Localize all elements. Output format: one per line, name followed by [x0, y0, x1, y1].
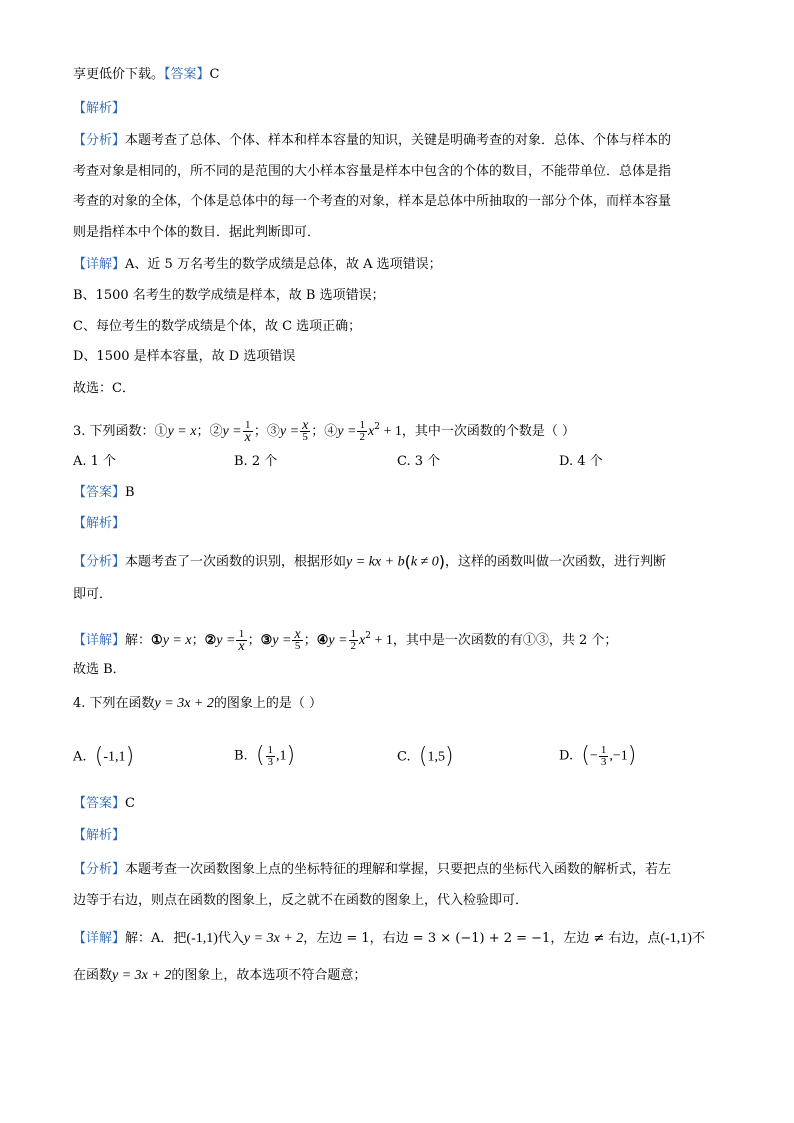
circled-1: ① — [154, 424, 168, 439]
fraction — [243, 420, 253, 443]
text: 本题考查了总体、个体、样本和样本容量的知识，关键是明确考查的对象．总体、个体与样本的 — [125, 133, 672, 148]
numerator: 1 — [359, 419, 365, 431]
analysis-paragraph-line: 即可． — [73, 587, 113, 602]
point: 1,5 — [427, 749, 445, 765]
fraction — [292, 629, 302, 652]
paren: ( — [404, 552, 411, 571]
circled-3: ③ — [260, 633, 273, 648]
fraction — [349, 629, 359, 652]
analysis-label: 【分析】 — [73, 554, 126, 570]
detail-line: D、1500 是样本容量，故 D 选项错误 — [73, 349, 296, 364]
paren: ) — [438, 552, 445, 571]
separator: ； — [196, 424, 210, 439]
denominator: 3 — [267, 755, 274, 768]
fraction — [266, 745, 276, 768]
circled-4: ④ — [324, 424, 338, 439]
point: ,1 — [276, 748, 287, 764]
fraction — [236, 629, 246, 652]
text: 在函数 — [73, 968, 113, 983]
option-d — [559, 738, 636, 775]
option-label: A. — [73, 749, 87, 765]
option-label: C. — [397, 749, 411, 765]
option-b — [234, 738, 295, 775]
denominator: 5 — [300, 431, 310, 443]
question-suffix: 的图象上的是（ ） — [213, 696, 323, 711]
text: ，左边 = 1，右边 = 3 × (−1) + 2 = −1，左边 ≠ 右边，点 — [303, 931, 661, 946]
detail-line — [73, 622, 617, 655]
text: 不 — [691, 931, 705, 946]
numerator: 1 — [245, 419, 251, 431]
formula: x — [359, 633, 366, 648]
circled-4: ④ — [316, 633, 329, 648]
option-a — [73, 742, 134, 773]
text: 解： — [125, 633, 152, 648]
circled-1: ① — [151, 633, 163, 648]
superscript: 2 — [374, 422, 380, 432]
paren: ) — [444, 744, 454, 769]
numerator: 1 — [600, 743, 607, 756]
text: 代入 — [217, 931, 244, 946]
formula: y = — [279, 424, 300, 439]
text: 享更低价下载。 — [73, 67, 165, 82]
text: ，其中是一次函数的有①③，共 2 个； — [392, 633, 618, 648]
option-label: B. — [234, 748, 248, 764]
formula: y = — [272, 633, 292, 648]
paren: ( — [94, 744, 104, 769]
point: ,−1 — [609, 748, 628, 764]
formula: y = — [222, 424, 242, 439]
conclusion-line: 故选：C． — [73, 381, 135, 396]
text: A、近 5 万名考生的数学成绩是总体，故 A 选项错误； — [125, 257, 442, 272]
detail-label: 【详解】 — [73, 257, 126, 272]
analysis-heading: 【解析】 — [73, 828, 126, 843]
paren: ) — [125, 744, 135, 769]
analysis-paragraph-line — [73, 551, 666, 574]
analysis-paragraph-line: 考查对象是相同的，所不同的是范围的大小样本容量是样本中包含的个体的数目，不能带单位．总体是指 — [73, 164, 672, 179]
fraction — [599, 745, 609, 768]
formula: y = — [337, 424, 357, 439]
answer-label: 【答案】 — [164, 67, 210, 82]
superscript: 2 — [365, 631, 371, 641]
formula: y = 3x + 2 — [112, 968, 172, 983]
answer-value: B — [125, 485, 135, 500]
detail-label: 【详解】 — [73, 931, 126, 946]
option-d: D. 4 个 — [559, 454, 603, 469]
question-suffix: ，其中一次函数的个数是（ ） — [401, 424, 575, 439]
analysis-paragraph-line: 边等于右边，则点在函数的图象上，反之就不在函数的图象上，代入检验即可． — [73, 893, 529, 908]
denominator: 5 — [292, 640, 302, 652]
question-prefix: 3. 下列函数： — [73, 424, 155, 439]
analysis-label: 【分析】 — [73, 862, 126, 877]
paren: ( — [581, 743, 590, 768]
formula: + 1 — [370, 633, 393, 648]
denominator: 2 — [350, 640, 357, 652]
text: 本题考查一次函数图象上点的坐标特征的理解和掌握，只要把点的坐标代入函数的解析式，若左 — [125, 862, 672, 877]
detail-label: 【详解】 — [73, 633, 126, 648]
option-a: A. 1 个 — [73, 454, 117, 469]
separator: ； — [311, 424, 325, 439]
point: -1,1 — [103, 749, 126, 765]
paren: ( — [255, 743, 265, 768]
detail-line — [73, 928, 705, 950]
numerator: 1 — [238, 628, 245, 640]
analysis-paragraph-line: 考查的对象的全体，个体是总体中的每一个考查的对象，样本是总体中所抽取的一部分个体，而样本容量 — [73, 194, 672, 209]
numerator: x — [302, 418, 309, 433]
fraction — [300, 420, 310, 443]
formula: + 1 — [379, 424, 402, 439]
formula: y = 3x + 2 — [154, 696, 214, 711]
separator: ； — [247, 633, 261, 648]
analysis-heading: 【解析】 — [73, 516, 126, 531]
minus: − — [589, 748, 598, 764]
numerator: 1 — [267, 743, 274, 756]
formula: y = x — [167, 424, 197, 439]
circled-2: ② — [209, 424, 223, 439]
answer-line-prev — [73, 66, 219, 84]
numerator: x — [294, 627, 301, 642]
question-3 — [73, 413, 575, 446]
denominator: x — [244, 430, 251, 445]
paren: ) — [286, 743, 296, 768]
formula: x — [367, 424, 375, 439]
formula: y = 3x + 2 — [243, 931, 304, 946]
formula: y = kx + b — [346, 554, 405, 570]
separator: ； — [191, 633, 205, 648]
detail-line — [73, 256, 442, 274]
option-c — [397, 742, 454, 773]
circled-2: ② — [204, 633, 217, 648]
fraction — [357, 420, 367, 443]
detail-line: B、1500 名考生的数学成绩是样本，故 B 选项错误； — [73, 288, 385, 303]
formula: y = x — [162, 633, 192, 648]
detail-line: C、每位考生的数学成绩是个体，故 C 选项正确； — [73, 319, 362, 334]
question-4 — [73, 695, 322, 713]
answer-line — [73, 795, 135, 813]
option-c: C. 3 个 — [397, 454, 441, 469]
formula: k ≠ 0 — [410, 554, 439, 570]
point: (-1,1) — [660, 931, 692, 946]
denominator: x — [238, 639, 245, 654]
answer-label: 【答案】 — [73, 485, 126, 500]
circled-3: ③ — [266, 424, 280, 439]
option-b: B. 2 个 — [234, 454, 278, 469]
formula: y = — [328, 633, 348, 648]
paren: ) — [627, 743, 637, 768]
separator: ； — [253, 424, 267, 439]
formula: y = — [216, 633, 236, 648]
conclusion-line: 故选 B． — [73, 662, 126, 677]
text: 本题考查了一次函数的识别，根据形如 — [125, 554, 347, 570]
denominator: 2 — [359, 431, 365, 443]
text: 的图象上，故本选项不符合题意； — [171, 968, 367, 983]
denominator: 3 — [600, 755, 607, 768]
analysis-heading: 【解析】 — [73, 101, 126, 116]
separator: ； — [303, 633, 317, 648]
detail-line — [73, 967, 366, 985]
question-prefix: 4. 下列在函数 — [73, 696, 155, 711]
point: (-1,1) — [186, 931, 218, 946]
text: ，这样的函数叫做一次函数，进行判断 — [444, 554, 666, 570]
paren: ( — [418, 744, 428, 769]
text: 解：A．把 — [125, 931, 187, 946]
answer-value: C — [209, 67, 220, 82]
answer-line — [73, 484, 135, 502]
analysis-paragraph-line: 则是指样本中个体的数目．据此判断即可． — [73, 225, 321, 240]
analysis-label: 【分析】 — [73, 133, 126, 148]
answer-label: 【答案】 — [73, 796, 126, 811]
option-label: D. — [559, 748, 574, 764]
analysis-paragraph-line — [73, 132, 671, 150]
numerator: 1 — [350, 628, 357, 640]
answer-value: C — [125, 796, 135, 811]
analysis-paragraph-line — [73, 861, 671, 879]
